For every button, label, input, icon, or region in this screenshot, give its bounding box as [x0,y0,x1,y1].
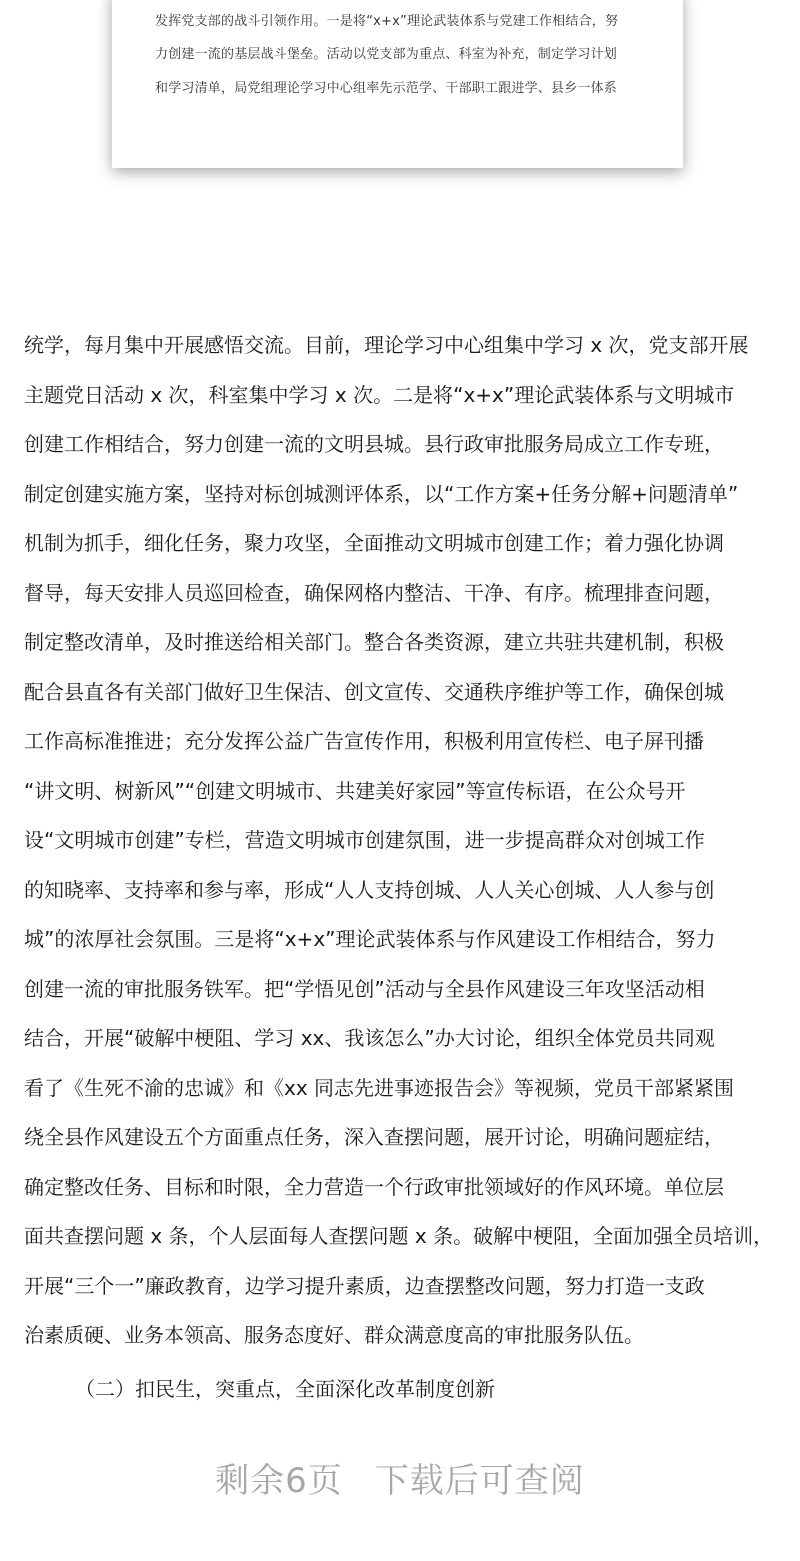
preview-line: 和学习清单，局党组理论学习中心组率先示范学、干部职工跟进学、县乡一体系 [155,81,618,96]
body-line: 治素质硬、业务本领高、服务态度好、群众满意度高的审批服务队伍。 [24,1323,644,1347]
body-line: “讲文明、树新风”“创建文明城市、共建美好家园”等宣传标语，在公众号开 [24,778,686,803]
body-line: 创建工作相结合，努力创建一流的文明县城。县行政审批服务局成立工作专班， [24,432,724,456]
remaining-pages-banner[interactable] [0,1458,800,1504]
body-line: 统学，每月集中开展感悟交流。目前，理论学习中心组集中学习 x 次，党支部开展 [24,333,749,357]
body-line: 制定创建实施方案，坚持对标创城测评体系，以“工作方案+任务分解+问题清单” [24,481,739,506]
section-heading: （二）扣民生，突重点，全面深化改革制度创新 [75,1377,495,1401]
body-line: 创建一流的审批服务铁军。把“学悟见创”活动与全县作风建设三年攻坚活动相 [24,976,705,1001]
body-line: 制定整改清单，及时推送给相关部门。整合各类资源，建立共驻共建机制，积极 [24,630,724,654]
body-line: 的知晓率、支持率和参与率，形成“人人支持创城、人人关心创城、人人参与创 [24,877,715,902]
body-line: 主题党日活动 x 次，科室集中学习 x 次。二是将“x+x”理论武装体系与文明城市 [24,382,735,407]
body-line: 看了《生死不渝的忠诚》和《xx 同志先进事迹报告会》等视频，党员干部紧紧围 [24,1075,735,1100]
preview-line: 力创建一流的基层战斗堡垒。活动以党支部为重点、科室为补充，制定学习计划 [155,47,618,62]
body-line: 机制为抓手，细化任务，聚力攻坚，全面推动文明城市创建工作；着力强化协调 [24,531,724,555]
body-line: 绕全县作风建设五个方面重点任务，深入查摆问题，展开讨论，明确问题症结， [24,1125,724,1149]
body-line: 确定整改任务、目标和时限，全力营造一个行政审批领域好的作风环境。单位层 [24,1174,724,1199]
body-line: 面共查摆问题 x 条，个人层面每人查摆问题 x 条。破解中梗阻，全面加强全员培训， [24,1224,774,1248]
body-line: 督导，每天安排人员巡回检查，确保网格内整洁、干净、有序。梳理排查问题， [24,580,724,605]
body-line: 配合县直各有关部门做好卫生保洁、创文宣传、交通秩序维护等工作，确保创城 [24,679,724,704]
body-line: 开展“三个一”廉政教育，边学习提升素质，边查摆整改问题，努力打造一支政 [24,1273,705,1298]
body-line: 结合，开展“破解中梗阻、学习 xx、我该怎么”办大讨论，组织全体党员共同观 [24,1026,715,1050]
preview-line: 发挥党支部的战斗引领作用。一是将“x+x”理论武装体系与党建工作相结合，努 [155,14,619,29]
body-line: 设“文明城市创建”专栏，营造文明城市创建氛围，进一步提高群众对创城工作 [24,828,705,852]
body-line: 城”的浓厚社会氛围。三是将“x+x”理论武装体系与作风建设工作相结合，努力 [24,927,716,951]
preview-card [112,0,683,168]
body-line: 工作高标准推进；充分发挥公益广告宣传作用，积极利用宣传栏、电子屏刊播 [24,729,704,753]
download-hint-label: 下载后可查阅 [374,1461,585,1501]
remaining-pages-label: 剩余6页 [215,1461,343,1501]
